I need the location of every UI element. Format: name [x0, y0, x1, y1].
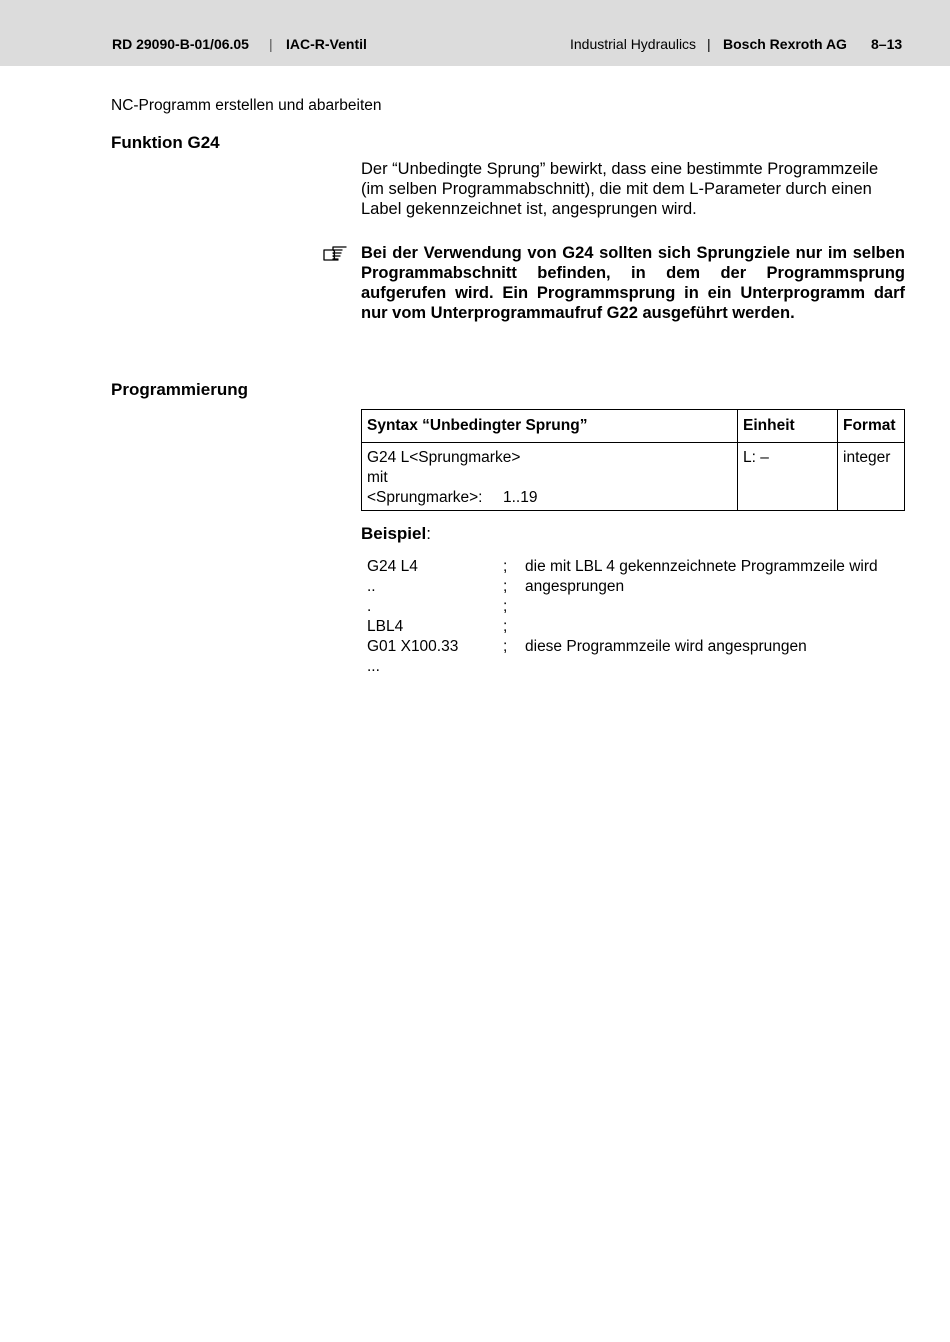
syntax-column-header: Syntax “Unbedingter Sprung” [362, 410, 738, 443]
example-code: G24 L4 [367, 558, 418, 575]
header-separator-right: | [707, 36, 711, 52]
division-name: Industrial Hydraulics [570, 36, 697, 52]
example-semicolon: ; [503, 558, 508, 575]
page-number: 8–13 [871, 36, 903, 52]
unit-column-header: Einheit [738, 410, 838, 443]
description-line: Label gekennzeichnet ist, angesprungen wird. [361, 200, 697, 218]
syntax-line: G24 L<Sprungmarke> [367, 449, 521, 466]
function-description [361, 159, 905, 219]
function-heading: Funktion G24 [111, 133, 220, 152]
example-semicolon: ; [503, 598, 508, 615]
format-column-header: Format [838, 410, 905, 443]
example-code: LBL4 [367, 618, 404, 635]
syntax-line [367, 488, 732, 508]
unit-cell: L: – [738, 443, 838, 511]
format-cell: integer [838, 443, 905, 511]
section-title: NC-Programm erstellen und abarbeiten [111, 97, 382, 114]
example-code: G01 X100.33 [367, 638, 459, 655]
syntax-cell [362, 443, 738, 511]
table-row [362, 443, 905, 511]
parameter-label: <Sprungmarke>: [367, 489, 483, 506]
example-code: .. [367, 578, 376, 595]
example-code: . [367, 598, 372, 615]
description-line: Der “Unbedingte Sprung” bewirkt, dass eine bestimmte Programmzeile [361, 160, 879, 178]
example-heading [361, 523, 431, 545]
table-header-row [362, 410, 905, 443]
syntax-line: mit [367, 469, 388, 486]
description-line: (im selben Programmabschnitt), die mit dem L-Parameter durch einen [361, 180, 872, 198]
pointing-hand-icon [322, 244, 348, 264]
product-name: IAC-R-Ventil [286, 36, 367, 52]
example-semicolon: ; [503, 638, 508, 655]
example-semicolon: ; [503, 578, 508, 595]
example-comment: die mit LBL 4 gekennzeichnete Programmzeile wird [525, 558, 878, 575]
page-header [0, 0, 950, 66]
doc-number: RD 29090-B-01/06.05 [112, 36, 249, 52]
syntax-table [361, 409, 905, 511]
example-comment: angesprungen [525, 578, 625, 595]
example-comment: diese Programmzeile wird angesprungen [525, 638, 807, 655]
example-semicolon: ; [503, 618, 508, 635]
company-name: Bosch Rexroth AG [723, 36, 847, 52]
parameter-range: 1..19 [503, 489, 538, 506]
example-code: ... [367, 658, 380, 675]
programming-heading: Programmierung [111, 380, 248, 399]
example-colon: : [426, 524, 431, 543]
note-text: Bei der Verwendung von G24 sollten sich Sprungziele nur im selben Programmabschnitt befinden, in dem der Programmsprung aufgerufen wird. Ein Programmsprung in ein Unterprogramm darf nur vom Unterprogrammaufruf G22 ausgeführt werden. [361, 244, 905, 322]
example-label: Beispiel [361, 524, 427, 543]
header-separator: | [269, 36, 273, 52]
